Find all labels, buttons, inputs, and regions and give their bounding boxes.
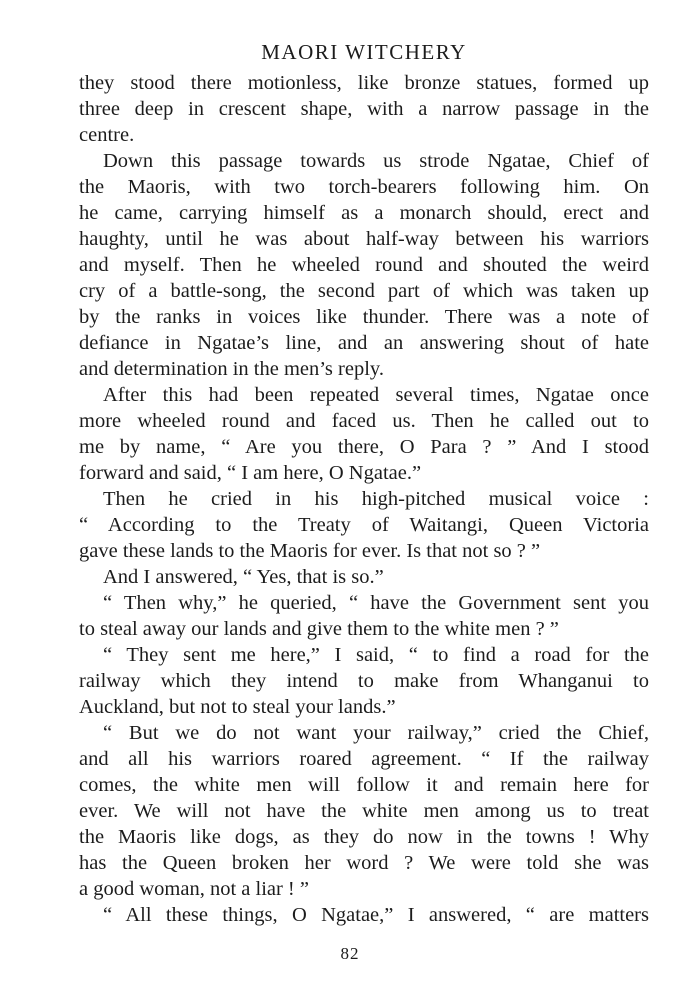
text-line: he came, carrying himself as a monarch should, erect and <box>79 202 649 224</box>
body-text <box>79 70 649 928</box>
text-line: “ Then why,” he queried, “ have the Government sent you <box>103 592 649 614</box>
text-line: “ They sent me here,” I said, “ to find a road for the <box>103 644 649 666</box>
text-line: by the ranks in voices like thunder. There was a note of <box>79 306 649 328</box>
text-line: railway which they intend to make from Whanganui to <box>79 670 649 692</box>
text-line: forward and said, “ I am here, O Ngatae.” <box>79 462 422 484</box>
text-line: and determination in the men’s reply. <box>79 358 384 380</box>
text-line: centre. <box>79 124 135 146</box>
text-line: “ All these things, O Ngatae,” I answered, “ are matters <box>103 904 649 926</box>
text-line: And I answered, “ Yes, that is so.” <box>103 566 384 588</box>
text-line: cry of a battle-song, the second part of which was taken up <box>79 280 649 302</box>
text-line: Then he cried in his high-pitched musical voice : <box>103 488 649 510</box>
text-line: more wheeled round and faced us. Then he called out to <box>79 410 649 432</box>
text-line: has the Queen broken her word ? We were told she was <box>79 852 649 874</box>
text-line: After this had been repeated several times, Ngatae once <box>103 384 649 406</box>
text-line: “ But we do not want your railway,” cried the Chief, <box>103 722 649 744</box>
text-line: a good woman, not a liar ! ” <box>79 878 309 900</box>
text-line: and myself. Then he wheeled round and shouted the weird <box>79 254 649 276</box>
text-line: the Maoris like dogs, as they do now in the towns ! Why <box>79 826 649 848</box>
text-line: and all his warriors roared agreement. “ If the railway <box>79 748 649 770</box>
text-line: the Maoris, with two torch-bearers following him. On <box>79 176 649 198</box>
running-head: MAORI WITCHERY <box>261 40 467 64</box>
text-line: comes, the white men will follow it and remain here for <box>79 774 649 796</box>
text-line: “ According to the Treaty of Waitangi, Queen Victoria <box>79 514 649 536</box>
text-line: Auckland, but not to steal your lands.” <box>79 696 396 718</box>
text-line: gave these lands to the Maoris for ever. Is that not so ? ” <box>79 540 541 562</box>
text-line: they stood there motionless, like bronze statues, formed up <box>79 72 649 94</box>
text-line: defiance in Ngatae’s line, and an answering shout of hate <box>79 332 649 354</box>
text-line: me by name, “ Are you there, O Para ? ” And I stood <box>79 436 649 458</box>
text-line: to steal away our lands and give them to the white men ? ” <box>79 618 559 640</box>
text-line: three deep in crescent shape, with a narrow passage in the <box>79 98 649 120</box>
text-line: haughty, until he was about half-way between his warriors <box>79 228 649 250</box>
text-line: ever. We will not have the white men among us to treat <box>79 800 649 822</box>
page-number: 82 <box>340 944 360 963</box>
text-line: Down this passage towards us strode Ngatae, Chief of <box>103 150 649 172</box>
book-page <box>79 34 649 928</box>
